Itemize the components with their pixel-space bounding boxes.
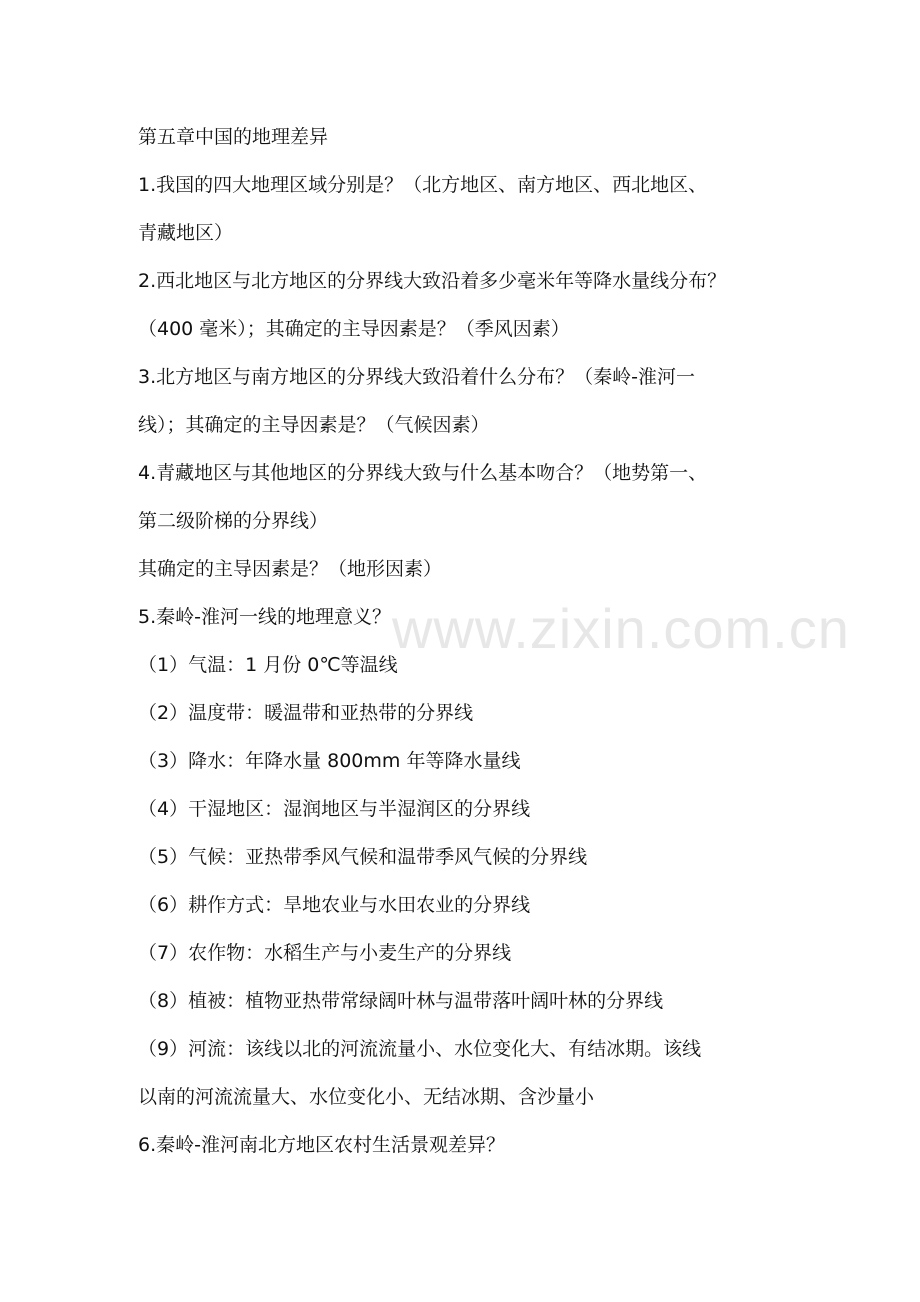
list-item: （7）农作物：水稻生产与小麦生产的分界线 (138, 942, 512, 964)
list-item: （2）温度带：暖温带和亚热带的分界线 (138, 702, 474, 724)
text-line: 青藏地区） (138, 222, 234, 244)
list-item: （6）耕作方式：旱地农业与水田农业的分界线 (138, 894, 531, 916)
list-item: （4）干湿地区：湿润地区与半湿润区的分界线 (138, 798, 531, 820)
list-item: （1）气温：1 月份 0℃等温线 (138, 654, 398, 676)
text-line: 6.秦岭-淮河南北方地区农村生活景观差异？ (138, 1134, 505, 1156)
text-line: 2.西北地区与北方地区的分界线大致沿着多少毫米年等降水量线分布？ (138, 270, 727, 292)
text-line: 其确定的主导因素是？（地形因素） (138, 558, 443, 580)
watermark: www.zixin.com.cn (392, 597, 850, 660)
list-item: （5）气候：亚热带季风气候和温带季风气候的分界线 (138, 846, 588, 868)
text-line: 1.我国的四大地理区域分别是？（北方地区、南方地区、西北地区、 (138, 174, 708, 196)
text-line: 以南的河流流量大、水位变化小、无结冰期、含沙量小 (138, 1086, 595, 1108)
list-item: （8）植被：植物亚热带常绿阔叶林与温带落叶阔叶林的分界线 (138, 990, 664, 1012)
list-item: （3）降水：年降水量 800mm 年等降水量线 (138, 750, 521, 772)
text-line: 第二级阶梯的分界线） (138, 510, 329, 532)
chapter-title: 第五章中国的地理差异 (138, 126, 329, 148)
list-item: （9）河流：该线以北的河流流量小、水位变化大、有结冰期。该线 (138, 1038, 702, 1060)
text-line: 3.北方地区与南方地区的分界线大致沿着什么分布？（秦岭-淮河一 (138, 366, 695, 388)
text-line: 线）；其确定的主导因素是？（气候因素） (138, 414, 490, 436)
text-line: 4.青藏地区与其他地区的分界线大致与什么基本吻合？（地势第一、 (138, 462, 708, 484)
text-line: （400 毫米）；其确定的主导因素是？（季风因素） (138, 318, 570, 340)
text-line: 5.秦岭-淮河一线的地理意义？ (138, 606, 391, 628)
